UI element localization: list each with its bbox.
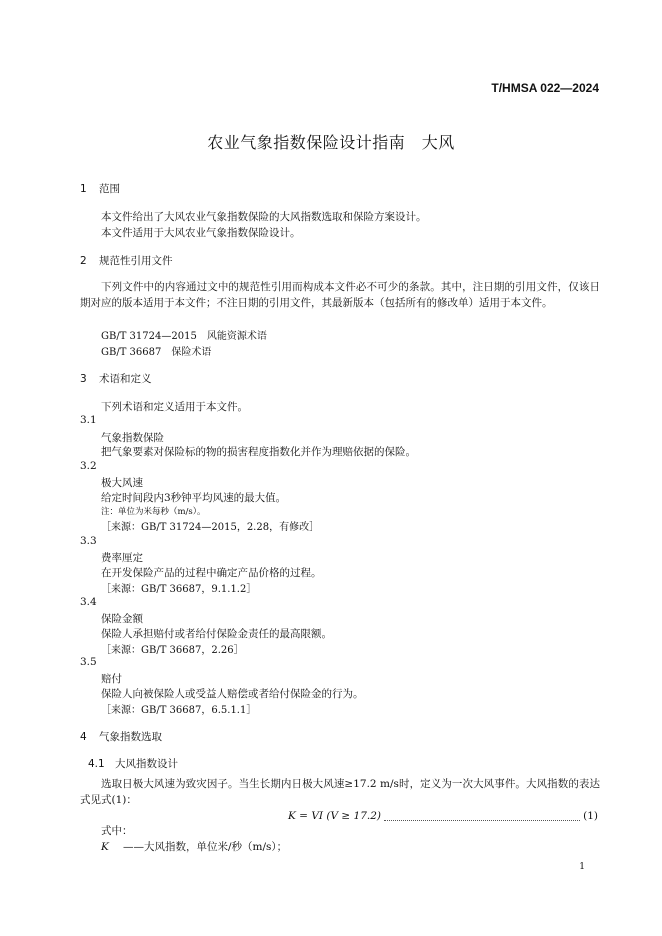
normative-reference: GB/T 31724—2015 风能资源术语 bbox=[101, 331, 267, 342]
section-number: 3 bbox=[80, 373, 87, 385]
subsection-4-1-heading bbox=[88, 756, 178, 771]
term-name: 气象指数保险 bbox=[101, 432, 164, 444]
section-title: 规范性引用文件 bbox=[99, 255, 173, 267]
paragraph: 选取日极大风速为致灾因子。当生长期内日极大风速≥17.2 m/s时，定义为一次大风事件。大风指数的表达式见式(1)： bbox=[80, 778, 600, 806]
normative-reference: GB/T 36687 保险术语 bbox=[101, 347, 212, 358]
paragraph: 本文件适用于大风农业气象指数保险设计。 bbox=[101, 227, 301, 239]
formula-1 bbox=[288, 808, 598, 824]
paragraph: 下列文件中的内容通过文中的规范性引用而构成本文件必不可少的条款。其中，注日期的引用文件，仅该日期对应的版本适用于本文件；不注日期的引用文件，其最新版本（包括所有的修改单）适用于本文件。 bbox=[80, 281, 600, 309]
term-definition: 保险人承担赔付或者给付保险金责任的最高限额。 bbox=[101, 628, 332, 640]
term-name: 保险金额 bbox=[101, 613, 143, 625]
page-number: 1 bbox=[579, 862, 585, 872]
term-name: 极大风速 bbox=[101, 477, 143, 489]
term-source: ［来源：GB/T 36687，2.26］ bbox=[101, 645, 244, 656]
term-source: ［来源：GB/T 36687，6.5.1.1］ bbox=[101, 705, 257, 716]
term-number: 3.2 bbox=[80, 460, 97, 472]
section-title: 范围 bbox=[99, 183, 120, 195]
section-number: 1 bbox=[80, 183, 87, 195]
paragraph: 本文件给出了大风农业气象指数保险的大风指数选取和保险方案设计。 bbox=[101, 211, 427, 223]
variable-description: ——大风指数，单位米/秒（m/s）； bbox=[123, 841, 288, 853]
variable-definition bbox=[101, 839, 287, 854]
term-number: 3.5 bbox=[80, 656, 97, 668]
section-title: 术语和定义 bbox=[99, 373, 152, 385]
term-source: ［来源：GB/T 31724—2015，2.28，有修改］ bbox=[101, 522, 320, 533]
where-label: 式中： bbox=[101, 825, 133, 837]
section-number: 2 bbox=[80, 255, 87, 267]
formula-number: (1) bbox=[583, 810, 598, 822]
section-2-heading bbox=[80, 253, 173, 268]
term-name: 费率厘定 bbox=[101, 552, 143, 564]
formula-expression: K = VI (V ≥ 17.2) bbox=[288, 810, 382, 822]
term-note: 注：单位为米每秒（m/s）。 bbox=[101, 507, 206, 517]
variable-symbol: K bbox=[101, 841, 109, 853]
subsection-number: 4.1 bbox=[88, 758, 105, 770]
subsection-title: 大风指数设计 bbox=[115, 758, 178, 770]
term-definition: 把气象要素对保险标的物的损害程度指数化并作为理赔依据的保险。 bbox=[101, 446, 416, 458]
paragraph: 下列术语和定义适用于本文件。 bbox=[101, 401, 248, 413]
term-source: ［来源：GB/T 36687，9.1.1.2］ bbox=[101, 584, 257, 595]
term-definition: 在开发保险产品的过程中确定产品价格的过程。 bbox=[101, 567, 322, 579]
document-title: 农业气象指数保险设计指南 大风 bbox=[207, 133, 455, 152]
formula-leader-dots bbox=[384, 812, 580, 821]
term-number: 3.3 bbox=[80, 535, 97, 547]
section-4-heading bbox=[80, 729, 162, 744]
section-title: 气象指数选取 bbox=[99, 731, 162, 743]
standard-number: T/HMSA 022—2024 bbox=[491, 81, 599, 95]
term-number: 3.1 bbox=[80, 414, 97, 426]
term-name: 赔付 bbox=[101, 673, 122, 685]
section-number: 4 bbox=[80, 731, 87, 743]
term-number: 3.4 bbox=[80, 596, 97, 608]
term-definition: 给定时间段内3秒钟平均风速的最大值。 bbox=[101, 492, 287, 504]
section-1-heading bbox=[80, 181, 120, 196]
section-3-heading bbox=[80, 371, 152, 386]
term-definition: 保险人向被保险人或受益人赔偿或者给付保险金的行为。 bbox=[101, 688, 364, 700]
